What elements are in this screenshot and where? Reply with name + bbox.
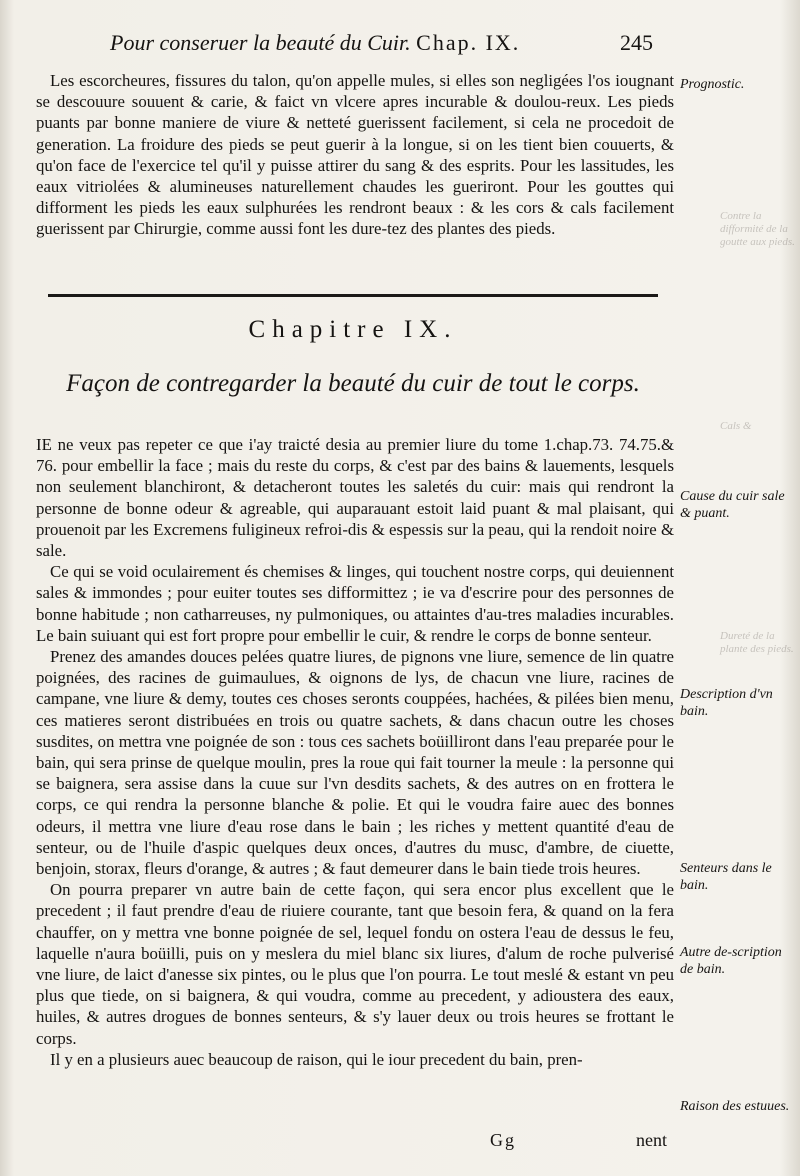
running-head-title: Pour conseruer la beauté du Cuir. (110, 30, 411, 55)
intro-paragraph: Les escorcheures, fissures du talon, qu'on appelle mules, si elles son negligées l'os iougnant se descouure souuent & carie, & faict vn vlcere apres incurable & doulou-reux. Les pieds puants par bonne maniere de viure & netteté guerissent facilement, si cela ne procedoit de generation. La froidure des pieds se peut guerir à la longue, si on les tient bien couuerts, & qu'on face de l'exercice tel qu'il y puisse attirer du sang & des esprits. Pour les lassitudes, les eaux vitriolées & alumineuses naturellement chaudes les gueriront. Pour les gouttes qui difforment les pieds les eaux sulphurées les rendront beaux : & les cors & cals facilement guerissent par Chirurgie, comme aussi font les dure-tez des plantes des pieds. (36, 71, 674, 239)
paragraph-5: Il y en a plusieurs auec beaucoup de raison, qui le iour precedent du bain, pren- (50, 1049, 583, 1069)
paragraph-1: IE ne veux pas repeter ce que i'ay traicté desia au premier liure du tome 1.chap.73. 74.75.& 76. pour embellir la face ; mais du reste du corps, & c'est par des bains & lauements, lesquels non seulement blanchiront, & detacheront toutes les saletés du cuir: mais qui rendront la personne de bonne odeur & agreable, qui auparauant estoit laid puant & mal plaisant, qui prouenoit par les Excremens fuligineux refroi-dis & espessis sur la peau, qui la rendoit noire & sale. (36, 435, 674, 561)
page-number: 245 (620, 30, 653, 55)
running-head (110, 30, 650, 56)
margin-note-prognostic: Prognostic. (680, 77, 745, 92)
chapter-rule (48, 294, 658, 297)
catchword: nent (636, 1130, 667, 1150)
margin-note-cause: Cause du cuir sale & puant. (680, 489, 785, 521)
signature-mark: Gg (490, 1130, 516, 1150)
margin-note-reason: Raison des estuues. (680, 1099, 790, 1114)
paragraph-4: On pourra preparer vn autre bain de cette façon, qui sera encor plus excellent que le precedent ; il faut prendre d'eau de riuiere courante, tant que besoin fera, & quand on la fera chauffer, on y mettra vne bonne poignée de sel, lequel fondu on ostera l'eau de dessus le feu, laquelle n'aura boüilli, puis on y meslera du miel blanc six liures, d'alum de roche pulverisé vne liure, de laict d'anesse six pintes, ou le plus que l'on pourra. Le tout meslé & estant vn peu plus que tiede, on si baignera, & qui voudra, comme au precedent, y adioustera des eaux, huiles, & autres drogues de bonnes senteurs, & s'y lauer deux ou trois heures se frottant le corps. (36, 880, 674, 1048)
paragraph-2: Ce qui se void oculairement és chemises & linges, qui touchent nostre corps, qui deuiennent sales & immondes ; pour euiter toutes ses difformittez ; ie va d'escrire pour des personnes de bonne habitude ; non catharreuses, ny pulmoniques, ou attaintes d'au-tres maladies incurables. Le bain suiuant qui est fort propre pour embellir le cuir, & rendre le corps de bonne senteur. (36, 562, 674, 645)
paragraph-3: Prenez des amandes douces pelées quatre liures, de pignons vne liure, semence de lin quatre poignées, des racines de guimaulues, & oignons de lys, de chacun vne liure, racines de campane, vne liure & demy, toutes ces choses seronts couppées, hachées, & pilées bien menu, ces matieres seront distribuées en trois ou quatre sachets, & dans chacun outre les choses susdites, on mettra vne poignée de son : tous ces sachets boüilliront dans l'eau preparée pour le bain, qui sera prinse de quelque moulin, pres la roue qui fait tourner la meule : la personne qui se baignera, sera assise dans la cuue sur l'vn desdits sachets, & des autres on en frottera le corps, ce qui rendra la personne blanche & polie. Et qui le voudra faire auec des bonnes odeurs, il mettra vne liure d'eau rose dans le bain ; les riches y mettent quantité d'eau de senteur, ou de l'huile d'aspic quelques deux onces, d'autres du musc, d'ambre, de ciuette, benjoin, storax, fleurs d'orange, & autres ; & faut demeurer dans le bain tiede trois heures. (36, 647, 674, 879)
bleed-through-3: Dureté de la plante des pieds. (720, 630, 794, 655)
running-head-chapter: Chap. IX. (416, 30, 521, 55)
bleed-through-2: Cals & (720, 420, 752, 432)
chapter-title: Façon de contregarder la beauté du cuir de tout le corps. (66, 370, 640, 397)
chapter-heading: Chapitre IX. (248, 316, 458, 343)
bleed-through-1: Contre la difformité de la goutte aux pieds. (720, 210, 795, 248)
margin-note-scents: Senteurs dans le bain. (680, 861, 772, 893)
chapter-body (36, 434, 674, 1070)
intro-text (36, 70, 674, 240)
margin-note-description: Description d'vn bain. (680, 687, 773, 719)
margin-note-other-bath: Autre de-scription de bain. (680, 945, 782, 977)
